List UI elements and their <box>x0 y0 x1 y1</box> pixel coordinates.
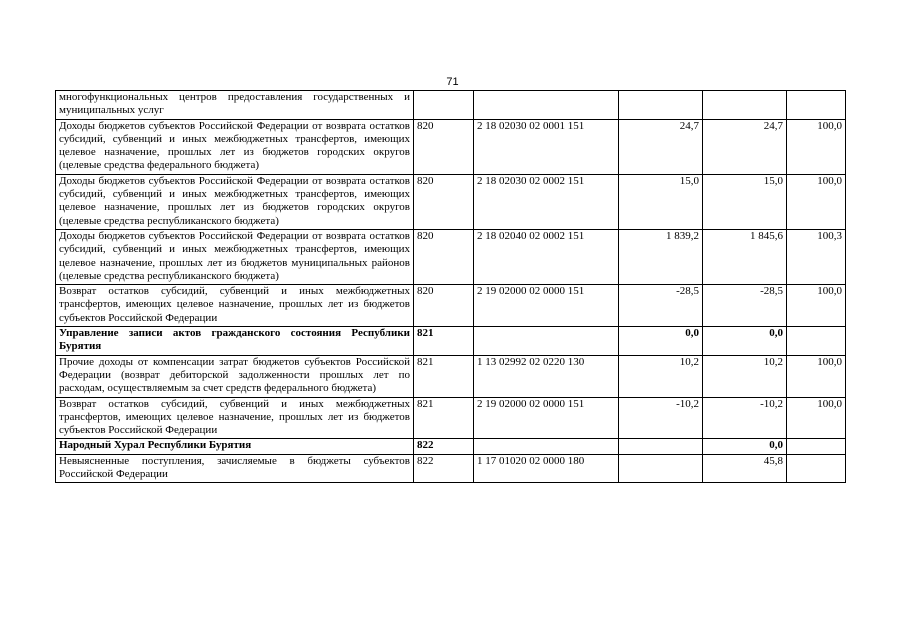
row-admin-code-cell: 821 <box>414 327 474 356</box>
table-row <box>56 327 846 356</box>
row-budget-code-cell: 2 19 02000 02 0000 151 <box>474 397 619 439</box>
row-fact-cell <box>703 91 787 120</box>
table-row <box>56 454 846 483</box>
row-percent-cell: 100,0 <box>787 285 846 327</box>
row-plan-cell: 15,0 <box>619 174 703 229</box>
table-body <box>56 91 846 483</box>
row-percent-cell: 100,0 <box>787 397 846 439</box>
row-fact-cell: 10,2 <box>703 355 787 397</box>
row-plan-cell: -10,2 <box>619 397 703 439</box>
row-name-cell: Возврат остатков субсидий, субвенций и иных межбюджетных трансфертов, имеющих целевое назначение, прошлых лет из бюджетов субъектов Российской Федерации <box>56 285 414 327</box>
row-fact-cell: 15,0 <box>703 174 787 229</box>
table-row <box>56 174 846 229</box>
table-row <box>56 229 846 284</box>
row-percent-cell <box>787 454 846 483</box>
row-admin-code-cell: 820 <box>414 174 474 229</box>
row-admin-code-cell: 821 <box>414 397 474 439</box>
row-name-cell: Невыясненные поступления, зачисляемые в бюджеты субъектов Российской Федерации <box>56 454 414 483</box>
row-fact-cell: -10,2 <box>703 397 787 439</box>
row-name-cell: Возврат остатков субсидий, субвенций и иных межбюджетных трансфертов, имеющих целевое назначение, прошлых лет из бюджетов субъектов Российской Федерации <box>56 397 414 439</box>
row-budget-code-cell: 2 18 02030 02 0002 151 <box>474 174 619 229</box>
row-budget-code-cell: 2 18 02030 02 0001 151 <box>474 119 619 174</box>
row-name-cell: Доходы бюджетов субъектов Российской Федерации от возврата остатков субсидий, субвенций и иных межбюджетных трансфертов, имеющих целевое назначение, прошлых лет из бюджетов городских округов (целевые средства республиканского бюджета) <box>56 174 414 229</box>
row-percent-cell: 100,3 <box>787 229 846 284</box>
row-plan-cell: 10,2 <box>619 355 703 397</box>
row-percent-cell: 100,0 <box>787 355 846 397</box>
row-plan-cell <box>619 439 703 454</box>
row-plan-cell: 0,0 <box>619 327 703 356</box>
page-number: 71 <box>446 76 459 88</box>
row-budget-code-cell <box>474 439 619 454</box>
row-name-cell: Народный Хурал Республики Бурятия <box>56 439 414 454</box>
budget-revenue-table <box>55 90 846 483</box>
row-admin-code-cell: 822 <box>414 454 474 483</box>
row-name-cell: многофункциональных центров предоставления государственных и муниципальных услуг <box>56 91 414 120</box>
row-fact-cell: 0,0 <box>703 327 787 356</box>
table-row <box>56 91 846 120</box>
row-plan-cell: 1 839,2 <box>619 229 703 284</box>
table-row <box>56 439 846 454</box>
row-fact-cell: 0,0 <box>703 439 787 454</box>
row-percent-cell <box>787 91 846 120</box>
table-row <box>56 285 846 327</box>
row-admin-code-cell: 821 <box>414 355 474 397</box>
row-admin-code-cell: 820 <box>414 229 474 284</box>
row-name-cell: Управление записи актов гражданского состояния Республики Бурятия <box>56 327 414 356</box>
row-budget-code-cell <box>474 327 619 356</box>
row-plan-cell <box>619 454 703 483</box>
row-fact-cell: -28,5 <box>703 285 787 327</box>
row-plan-cell: 24,7 <box>619 119 703 174</box>
table-row <box>56 355 846 397</box>
row-name-cell: Прочие доходы от компенсации затрат бюджетов субъектов Российской Федерации (возврат дебиторской задолженности прошлых лет по расходам, осуществляемым за счет средств федерального бюджета) <box>56 355 414 397</box>
row-budget-code-cell: 1 13 02992 02 0220 130 <box>474 355 619 397</box>
row-fact-cell: 24,7 <box>703 119 787 174</box>
row-plan-cell: -28,5 <box>619 285 703 327</box>
row-fact-cell: 1 845,6 <box>703 229 787 284</box>
row-percent-cell: 100,0 <box>787 174 846 229</box>
row-fact-cell: 45,8 <box>703 454 787 483</box>
row-percent-cell: 100,0 <box>787 119 846 174</box>
row-admin-code-cell: 820 <box>414 285 474 327</box>
row-plan-cell <box>619 91 703 120</box>
row-budget-code-cell: 2 18 02040 02 0002 151 <box>474 229 619 284</box>
row-admin-code-cell <box>414 91 474 120</box>
row-budget-code-cell <box>474 91 619 120</box>
row-name-cell: Доходы бюджетов субъектов Российской Федерации от возврата остатков субсидий, субвенций и иных межбюджетных трансфертов, имеющих целевое назначение, прошлых лет из бюджетов городских округов (целевые средства федерального бюджета) <box>56 119 414 174</box>
table-row <box>56 119 846 174</box>
row-name-cell: Доходы бюджетов субъектов Российской Федерации от возврата остатков субсидий, субвенций и иных межбюджетных трансфертов, имеющих целевое назначение, прошлых лет из бюджетов муниципальных районов (целевые средства республиканского бюджета) <box>56 229 414 284</box>
row-admin-code-cell: 822 <box>414 439 474 454</box>
table-row <box>56 397 846 439</box>
row-admin-code-cell: 820 <box>414 119 474 174</box>
row-percent-cell <box>787 439 846 454</box>
row-budget-code-cell: 1 17 01020 02 0000 180 <box>474 454 619 483</box>
row-percent-cell <box>787 327 846 356</box>
row-budget-code-cell: 2 19 02000 02 0000 151 <box>474 285 619 327</box>
